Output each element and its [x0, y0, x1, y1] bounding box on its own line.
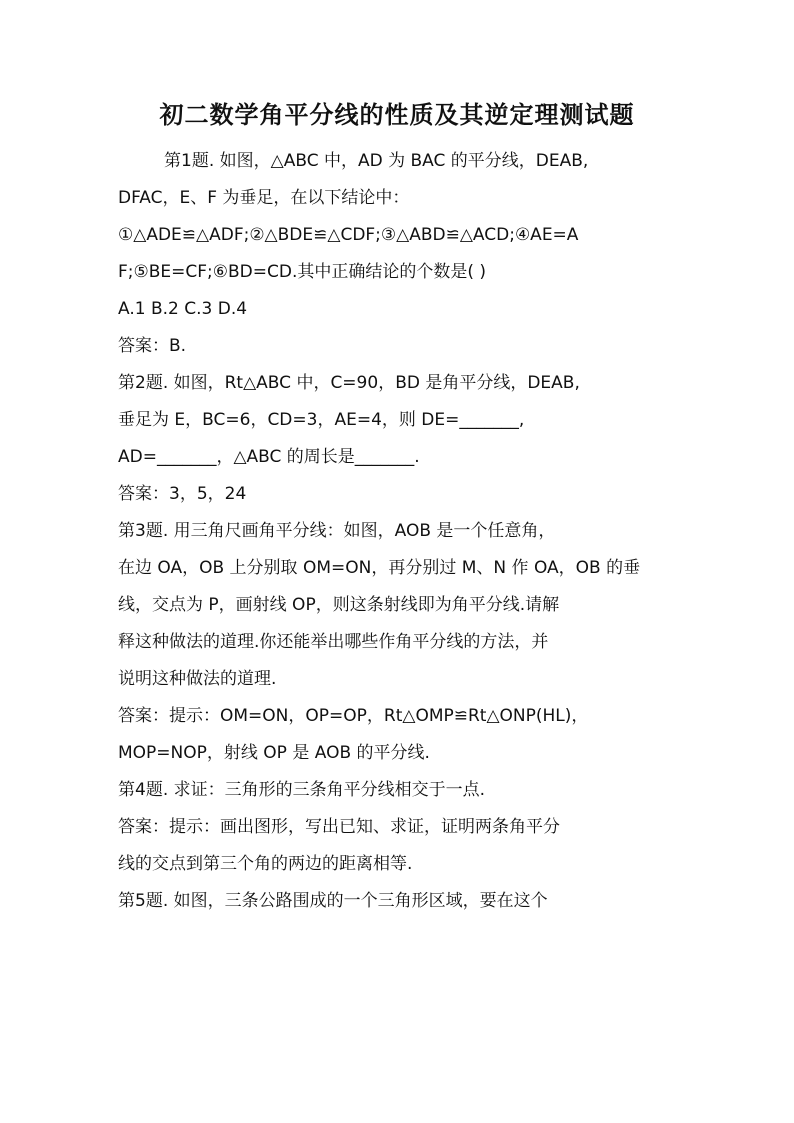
question-4-line-1: 第4题. 求证：三角形的三条角平分线相交于一点.	[118, 780, 486, 800]
document-title: 初二数学角平分线的性质及其逆定理测试题	[159, 100, 635, 129]
question-3-line-5: 说明这种做法的道理.	[118, 669, 277, 689]
document-body	[118, 143, 678, 920]
question-3-line-2: 在边 OA，OB 上分别取 OM=ON，再分别过 M、N 作 OA，OB 的垂	[118, 558, 641, 578]
question-3-line-1: 第3题. 用三角尺画角平分线：如图，AOB 是一个任意角，	[118, 521, 556, 541]
question-3-line-3: 线，交点为 P，画射线 OP，则这条射线即为角平分线.请解	[118, 595, 560, 615]
question-3-line-4: 释这种做法的道理.你还能举出哪些作角平分线的方法，并	[118, 632, 549, 652]
question-1-options: A.1 B.2 C.3 D.4	[118, 299, 248, 319]
question-1-answer: 答案：B.	[118, 336, 187, 356]
question-3-answer-line-1: 答案：提示：OM=ON，OP=OP，Rt△OMP≌Rt△ONP(HL)，	[118, 706, 589, 726]
question-4-answer-line-2: 线的交点到第三个角的两边的距离相等.	[118, 854, 413, 874]
question-1-line-4: F;⑤BE=CF;⑥BD=CD.其中正确结论的个数是( )	[118, 262, 487, 282]
question-2-line-3: AD=_______，△ABC 的周长是_______.	[118, 447, 420, 467]
question-2-answer: 答案：3，5，24	[118, 484, 247, 504]
question-2-line-1: 第2题. 如图，Rt△ABC 中，C=90，BD 是角平分线，DEAB,	[118, 373, 580, 393]
question-4-answer-line-1: 答案：提示：画出图形，写出已知、求证，证明两条角平分	[118, 817, 560, 837]
question-1-line-2: DFAC，E、F 为垂足，在以下结论中：	[118, 188, 410, 208]
question-1-line-3: ①△ADE≌△ADF;②△BDE≌△CDF;③△ABD≌△ACD;④AE=A	[118, 225, 579, 245]
question-2-line-2: 垂足为 E，BC=6，CD=3，AE=4，则 DE=_______,	[118, 410, 525, 430]
question-5-line-1: 第5题. 如图，三条公路围成的一个三角形区域，要在这个	[118, 891, 548, 911]
question-3-answer-line-2: MOP=NOP，射线 OP 是 AOB 的平分线.	[118, 743, 430, 763]
question-1-line-1: 第1题. 如图，△ABC 中，AD 为 BAC 的平分线，DEAB,	[164, 151, 589, 171]
